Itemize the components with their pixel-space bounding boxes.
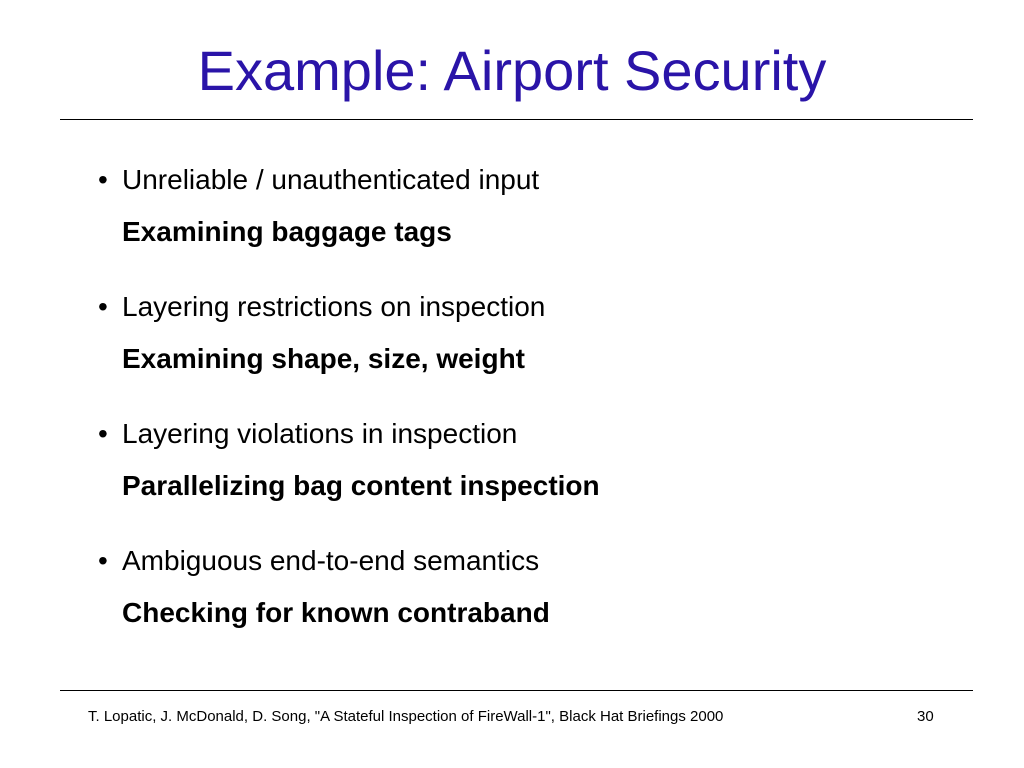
page-number: 30 [917,708,934,725]
bullet-list [98,160,958,668]
bullet-item [98,414,958,541]
bullet-text: Layering violations in inspection [122,418,518,449]
bullet-icon: • [98,291,108,322]
bullet-text: Unreliable / unauthenticated input [122,164,540,195]
bullet-text: Ambiguous end-to-end semantics [122,545,540,576]
bullet-text: Layering restrictions on inspection [122,291,546,322]
bullet-example: Examining shape, size, weight [122,343,525,374]
bullet-example: Checking for known contraband [122,597,550,628]
bullet-example: Examining baggage tags [122,216,452,247]
bullet-icon: • [98,418,108,449]
footer-divider [60,690,973,691]
bullet-item [98,287,958,414]
bullet-item [98,160,958,287]
slide-title: Example: Airport Security [197,39,827,102]
bullet-item [98,541,958,668]
bullet-icon: • [98,164,108,195]
footer-citation: T. Lopatic, J. McDonald, D. Song, "A Stateful Inspection of FireWall-1", Black Hat Briefings 2000 [88,708,724,725]
bullet-icon: • [98,545,108,576]
bullet-example: Parallelizing bag content inspection [122,470,600,501]
title-divider [60,119,973,120]
